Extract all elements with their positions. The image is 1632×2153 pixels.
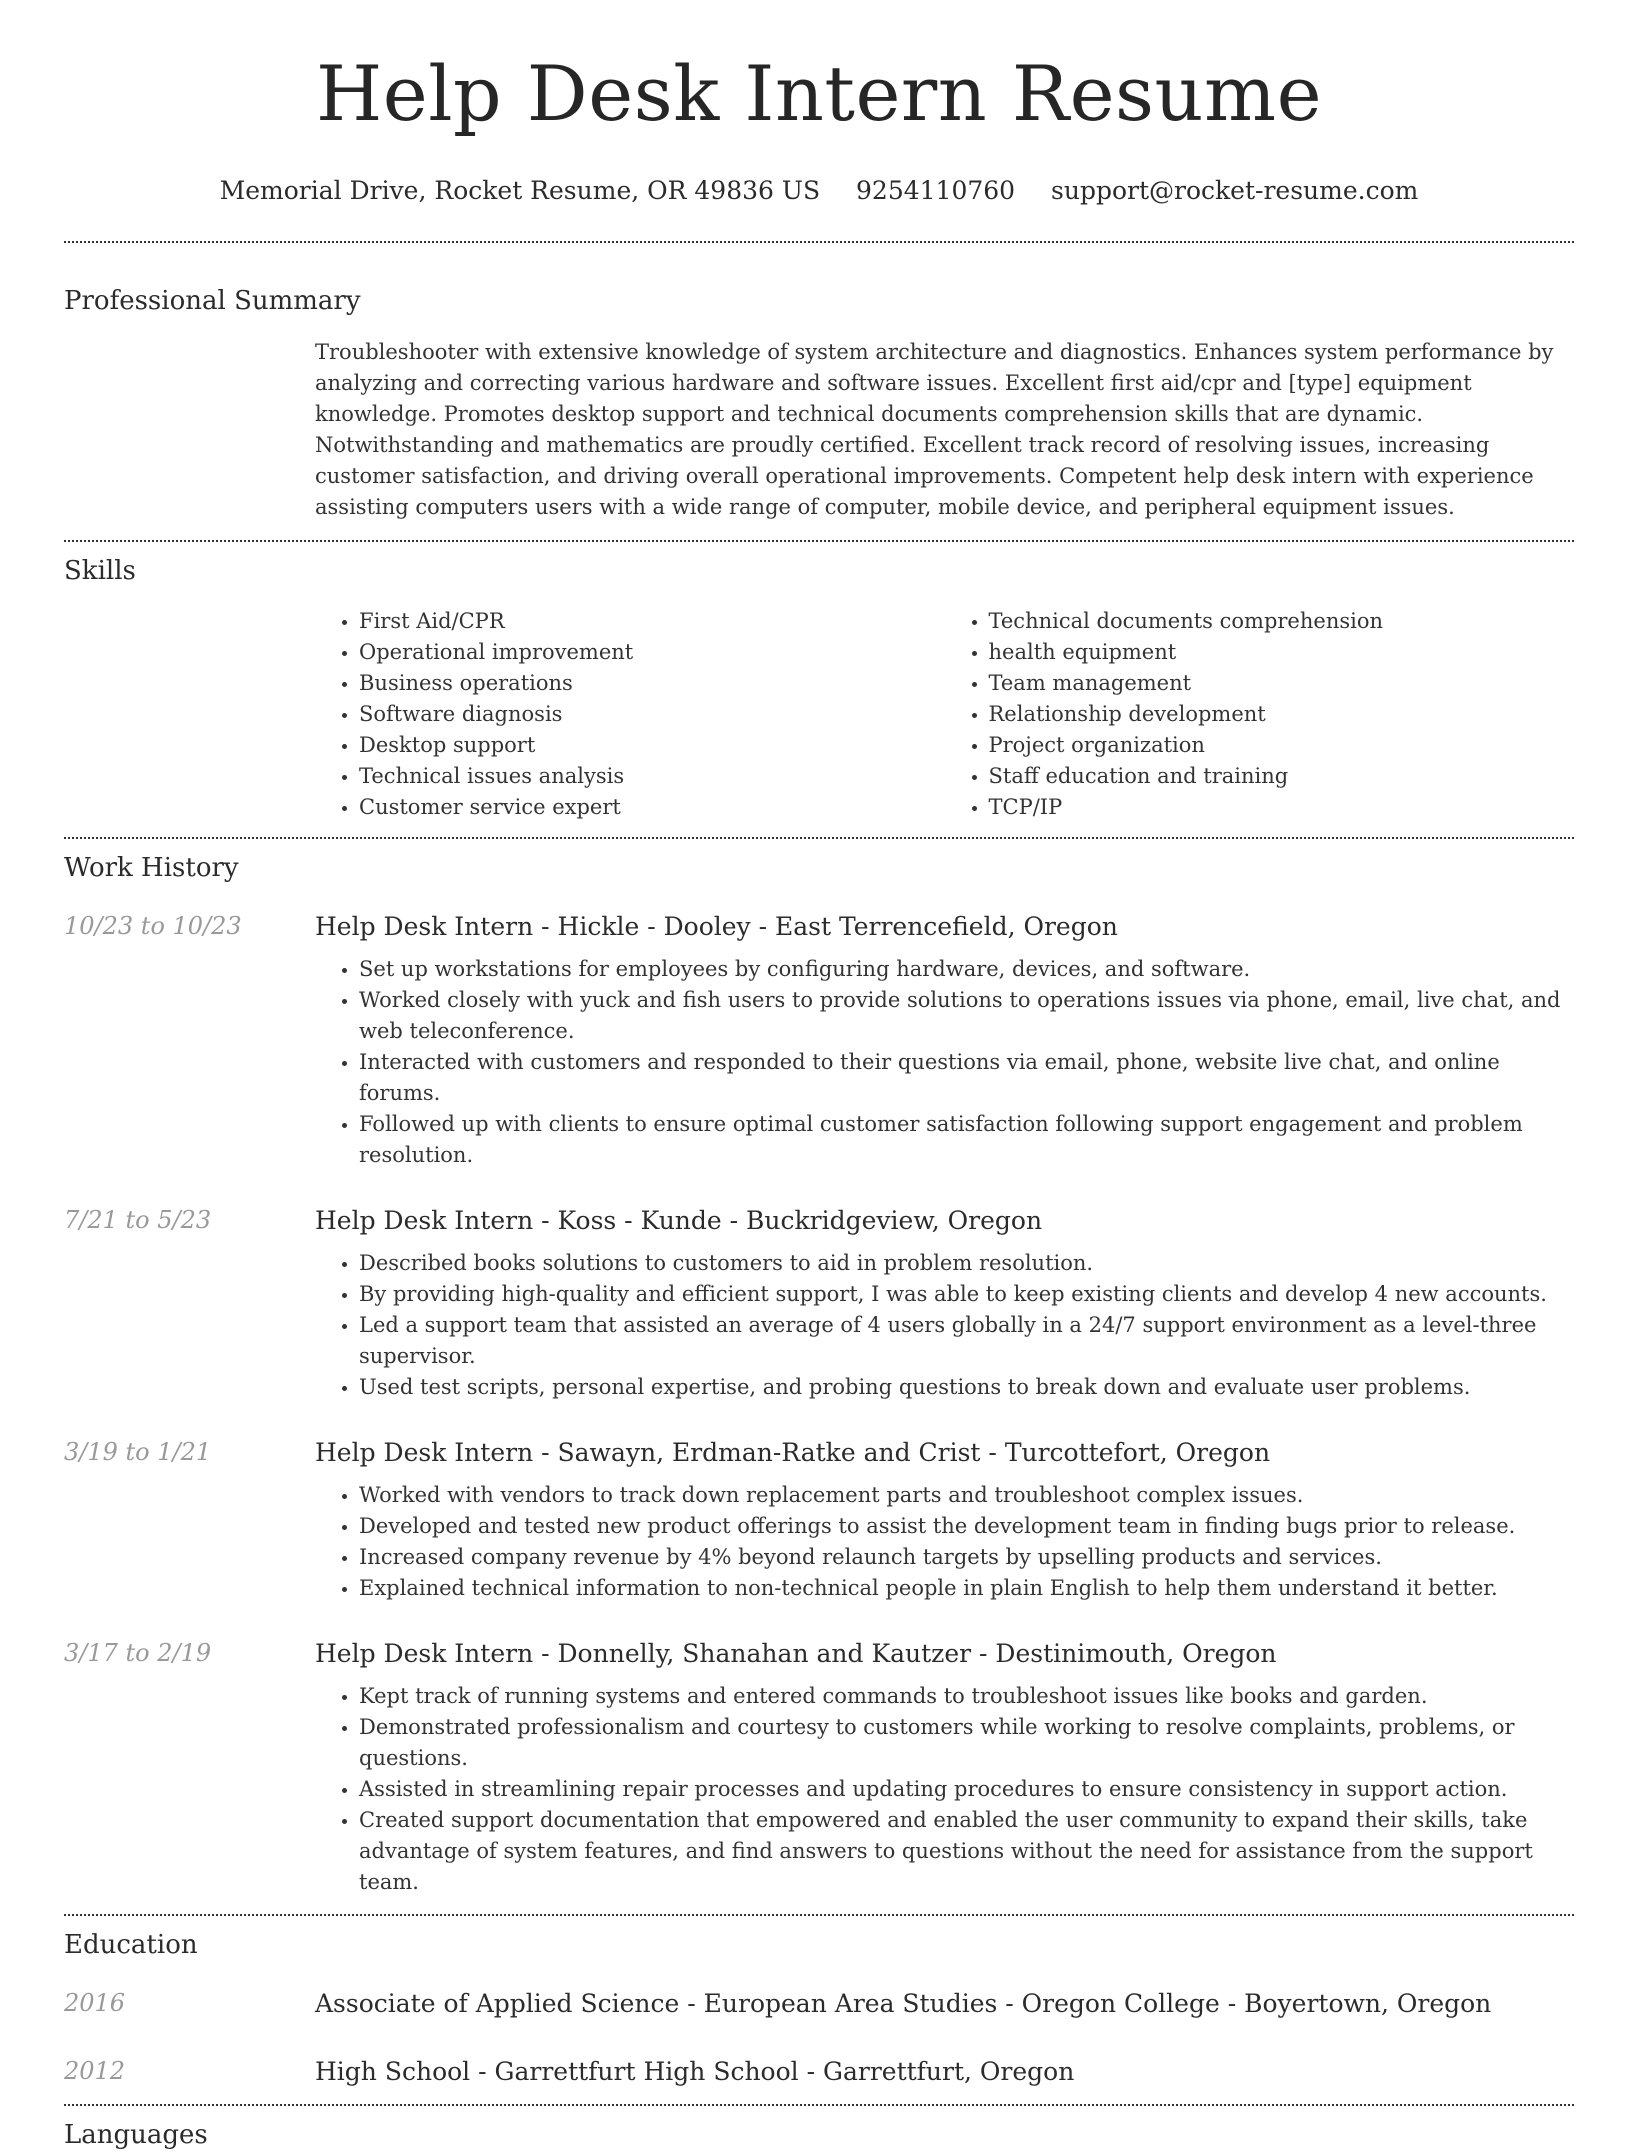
job-title: Help Desk Intern - Sawayn, Erdman-Ratke and Crist - Turcottefort, Oregon [315, 1437, 1271, 1467]
job-entry [64, 908, 1574, 1171]
job-bullet: • Described books solutions to customers to aid in problem resolution. [359, 1248, 1574, 1279]
divider [64, 1914, 1574, 1916]
skills-column-right [945, 606, 1575, 823]
section-title-education: Education [64, 1930, 198, 1960]
education-year: 2012 [64, 2057, 126, 2085]
education-entry [64, 1985, 1574, 2021]
email: support@rocket-resume.com [1051, 176, 1419, 205]
job-bullet: • Explained technical information to non-technical people in plain English to help them understand it better. [359, 1573, 1574, 1604]
divider [64, 2104, 1574, 2106]
section-title-work: Work History [64, 853, 239, 883]
skill-item: • Business operations [359, 668, 945, 699]
skill-item: • Project organization [989, 730, 1575, 761]
job-title: Help Desk Intern - Donnelly, Shanahan and Kautzer - Destinimouth, Oregon [315, 1638, 1277, 1668]
education-title: Associate of Applied Science - European Area Studies - Oregon College - Boyertown, Oregon [315, 1988, 1492, 2018]
contact-line [64, 174, 1574, 208]
job-bullet: • Interacted with customers and responded to their questions via email, phone, website live chat, and online forums. [359, 1047, 1574, 1109]
job-title: Help Desk Intern - Hickle - Dooley - East Terrencefield, Oregon [315, 911, 1118, 941]
job-bullet: • Used test scripts, personal expertise, and probing questions to break down and evaluate user problems. [359, 1372, 1574, 1403]
skill-item: • Customer service expert [359, 792, 945, 823]
skills-list [315, 606, 1574, 823]
job-bullet: • Followed up with clients to ensure optimal customer satisfaction following support engagement and problem resolution. [359, 1109, 1574, 1171]
job-bullet: • Worked with vendors to track down replacement parts and troubleshoot complex issues. [359, 1480, 1574, 1511]
job-bullet: • By providing high-quality and efficient support, I was able to keep existing clients and develop 4 new accounts. [359, 1279, 1574, 1310]
section-title-languages: Languages [64, 2120, 208, 2150]
job-dates: 10/23 to 10/23 [64, 912, 242, 940]
section-title-summary: Professional Summary [64, 286, 361, 316]
skill-item: • Technical issues analysis [359, 761, 945, 792]
job-dates: 7/21 to 5/23 [64, 1206, 212, 1234]
skill-item: • Software diagnosis [359, 699, 945, 730]
job-bullet: • Assisted in streamlining repair processes and updating procedures to ensure consistency in support action. [359, 1774, 1574, 1805]
education-title: High School - Garrettfurt High School - Garrettfurt, Oregon [315, 2056, 1075, 2086]
summary-text: Troubleshooter with extensive knowledge of system architecture and diagnostics. Enhances system performance by analyzing and correcting various hardware and software issues. Excellent first aid/cpr and [type] equipment knowledge. Promotes desktop support and technical documents comprehension skills that are dynamic. Notwithstanding and mathematics are proudly certified. Excellent track record of resolving issues, increasing customer satisfaction, and driving overall operational improvements. Competent help desk intern with experience assisting computers users with a wide range of computer, mobile device, and peripheral equipment issues. [315, 340, 1554, 519]
job-entry [64, 1202, 1574, 1403]
skill-item: • Staff education and training [989, 761, 1575, 792]
job-bullet: • Set up workstations for employees by configuring hardware, devices, and software. [359, 954, 1574, 985]
job-bullet: • Led a support team that assisted an average of 4 users globally in a 24/7 support environment as a level-three supervisor. [359, 1310, 1574, 1372]
skill-item: • Team management [989, 668, 1575, 699]
job-bullet: • Demonstrated professionalism and courtesy to customers while working to resolve complaints, problems, or questions. [359, 1712, 1574, 1774]
job-bullet: • Developed and tested new product offerings to assist the development team in finding bugs prior to release. [359, 1511, 1574, 1542]
job-bullet: • Worked closely with yuck and fish users to provide solutions to operations issues via phone, email, live chat, and web teleconference. [359, 985, 1574, 1047]
divider [64, 837, 1574, 839]
skill-item: • Desktop support [359, 730, 945, 761]
job-dates: 3/17 to 2/19 [64, 1639, 212, 1667]
phone: 9254110760 [856, 176, 1016, 205]
address: Memorial Drive, Rocket Resume, OR 49836 US [219, 176, 821, 205]
resume-title: Help Desk Intern Resume [315, 49, 1323, 138]
job-bullets [315, 1480, 1574, 1604]
job-entry [64, 1635, 1574, 1898]
education-year: 2016 [64, 1989, 126, 2017]
job-bullets [315, 1681, 1574, 1898]
skill-item: • TCP/IP [989, 792, 1575, 823]
skill-item: • First Aid/CPR [359, 606, 945, 637]
job-bullet: • Increased company revenue by 4% beyond relaunch targets by upselling products and services. [359, 1542, 1574, 1573]
skill-item: • Technical documents comprehension [989, 606, 1575, 637]
job-entry [64, 1434, 1574, 1604]
job-bullet: • Created support documentation that empowered and enabled the user community to expand their skills, take advantage of system features, and find answers to questions without the need for assistance from the support team. [359, 1805, 1574, 1898]
section-title-skills: Skills [64, 556, 136, 586]
job-dates: 3/19 to 1/21 [64, 1438, 212, 1466]
education-entry [64, 2053, 1574, 2089]
skills-column-left [315, 606, 945, 823]
job-bullets [315, 1248, 1574, 1403]
skill-item: • health equipment [989, 637, 1575, 668]
job-title: Help Desk Intern - Koss - Kunde - Buckridgeview, Oregon [315, 1205, 1043, 1235]
skill-item: • Operational improvement [359, 637, 945, 668]
skill-item: • Relationship development [989, 699, 1575, 730]
job-bullets [315, 954, 1574, 1171]
resume-page [64, 0, 1574, 2153]
job-bullet: • Kept track of running systems and entered commands to troubleshoot issues like books and garden. [359, 1681, 1574, 1712]
divider [64, 241, 1574, 243]
divider [64, 540, 1574, 542]
